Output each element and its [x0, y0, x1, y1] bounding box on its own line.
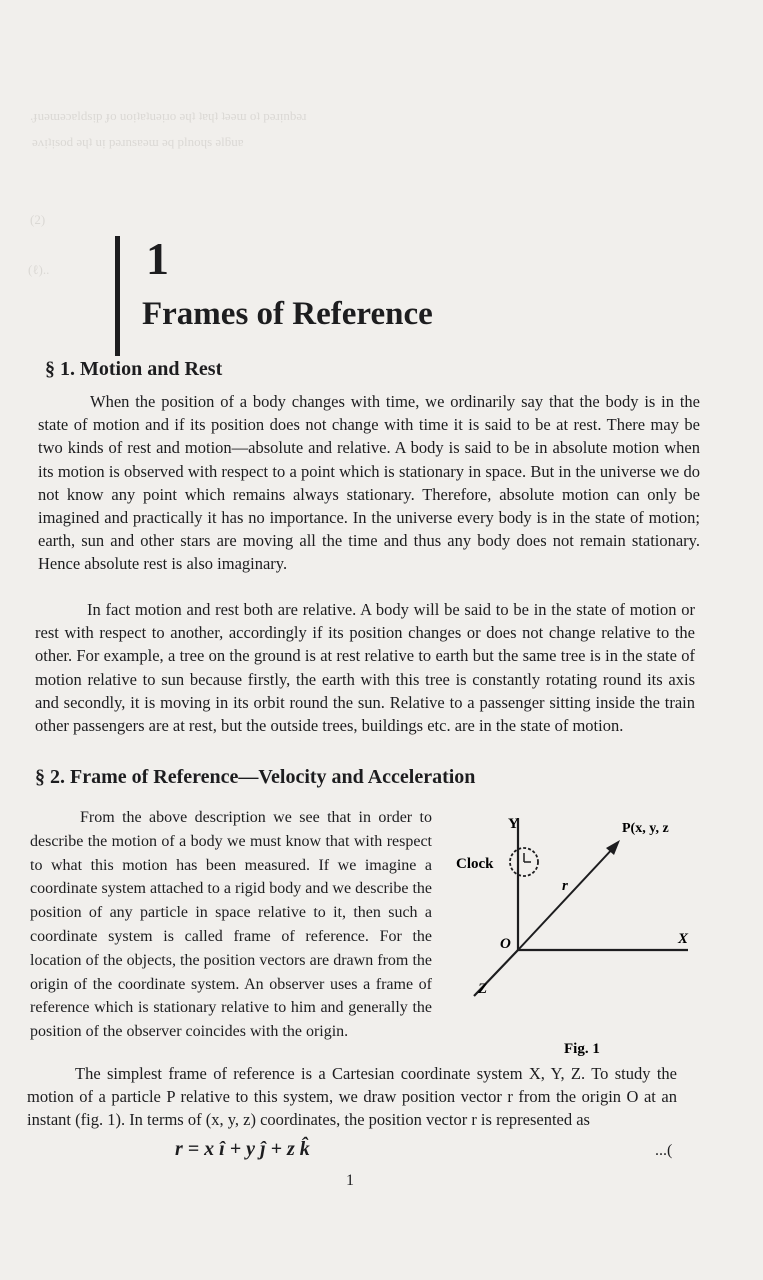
x-axis-label: X: [678, 931, 689, 947]
paragraph-frame-of-reference-2: The simplest frame of reference is a Cartesian coordinate system X, Y, Z. To study the motion of a particle P relative to this system, we draw position vector r from the origin O at an instant (fig. 1). In terms of (x, y, z) coordinates, the position vector r is represented as: [27, 1064, 677, 1130]
coordinate-system-figure: [452, 800, 692, 1060]
paragraph-motion-rest-1: When the position of a body changes with time, we ordinarily say that the body is in the state of motion and if its position does not change with time it is said to be at rest. There may be two kinds of rest and motion—absolute and relative. A body is said to be in absolute motion when its motion is observed with respect to a point which is stationary in space. But in the universe we do not know any point which remains always stationary. Therefore, absolute motion can only be imagined and practically it has no importance. In the universe every body is in the state of motion; earth, sun and other stars are moving all the time and thus any body does not remain stationary. Hence absolute rest is also imaginary.: [38, 392, 700, 574]
clock-label: Clock: [456, 856, 494, 872]
figure-caption: Fig. 1: [564, 1041, 600, 1057]
paragraph-frame-of-reference-1: From the above description we see that in order to describe the motion of a body we must know that with respect to what this motion has been measured. If we imagine a coordinate system attached to a rigid body and we describe the position of any particle in space relative to it, then such a coordinate system is called frame of reference. For the location of the objects, the position vectors are drawn from the origin of the coordinate system. An observer uses a frame of reference which is stationary relative to him and generally the position of the observer coincides with the origin.: [30, 809, 432, 1041]
chapter-bar: [115, 236, 120, 356]
bleed-through-text: (ℓ)..: [28, 262, 50, 277]
paragraph-motion-rest-2: In fact motion and rest both are relative. A body will be said to be in the state of motion or rest with respect to another, accordingly if its position changes or does not change relative to the other. For example, a tree on the ground is at rest relative to earth but the same tree is in the state of motion relative to sun because firstly, the earth with this tree is constantly rotating round its axis and secondly, it is moving in its orbit round the sun. Relative to a passenger sitting inside the train other passengers are at rest, but the outside trees, buildings etc. are in the state of motion.: [35, 600, 695, 736]
chapter-number: 1: [146, 233, 169, 284]
position-vector-equation: r = x î + y ĵ + z k̂: [175, 1138, 310, 1160]
section-heading-motion-rest: § 1. Motion and Rest: [45, 358, 223, 380]
equation-number: ...(: [655, 1142, 673, 1159]
point-label: P(x, y, z: [622, 821, 669, 836]
bleed-through-text: (2): [30, 212, 46, 227]
bleed-through-text: .ɟuǝɯǝɔɐldsᴉp ɟo uoᴉʇɐʇuǝᴉɹo ǝɥʇ ʇɐɥʇ ʇǝǝɯ oʇ pǝɹᴉnbǝɹ: [30, 108, 307, 123]
position-vector: [518, 845, 616, 950]
bleed-through-text: ǝʌᴉʇᴉsod ǝɥʇ uᴉ pǝɹnsɐǝɯ ǝq plnoɥs ǝlƃuɐ: [32, 134, 244, 149]
section-heading-frame-of-reference: § 2. Frame of Reference—Velocity and Acceleration: [35, 766, 476, 788]
vector-label: r: [562, 878, 568, 894]
chapter-title: Frames of Reference: [142, 296, 433, 332]
origin-label: O: [500, 936, 511, 952]
z-axis-label: Z: [478, 981, 488, 997]
page-number: 1: [346, 1172, 354, 1189]
y-axis-label: Y: [508, 816, 519, 832]
